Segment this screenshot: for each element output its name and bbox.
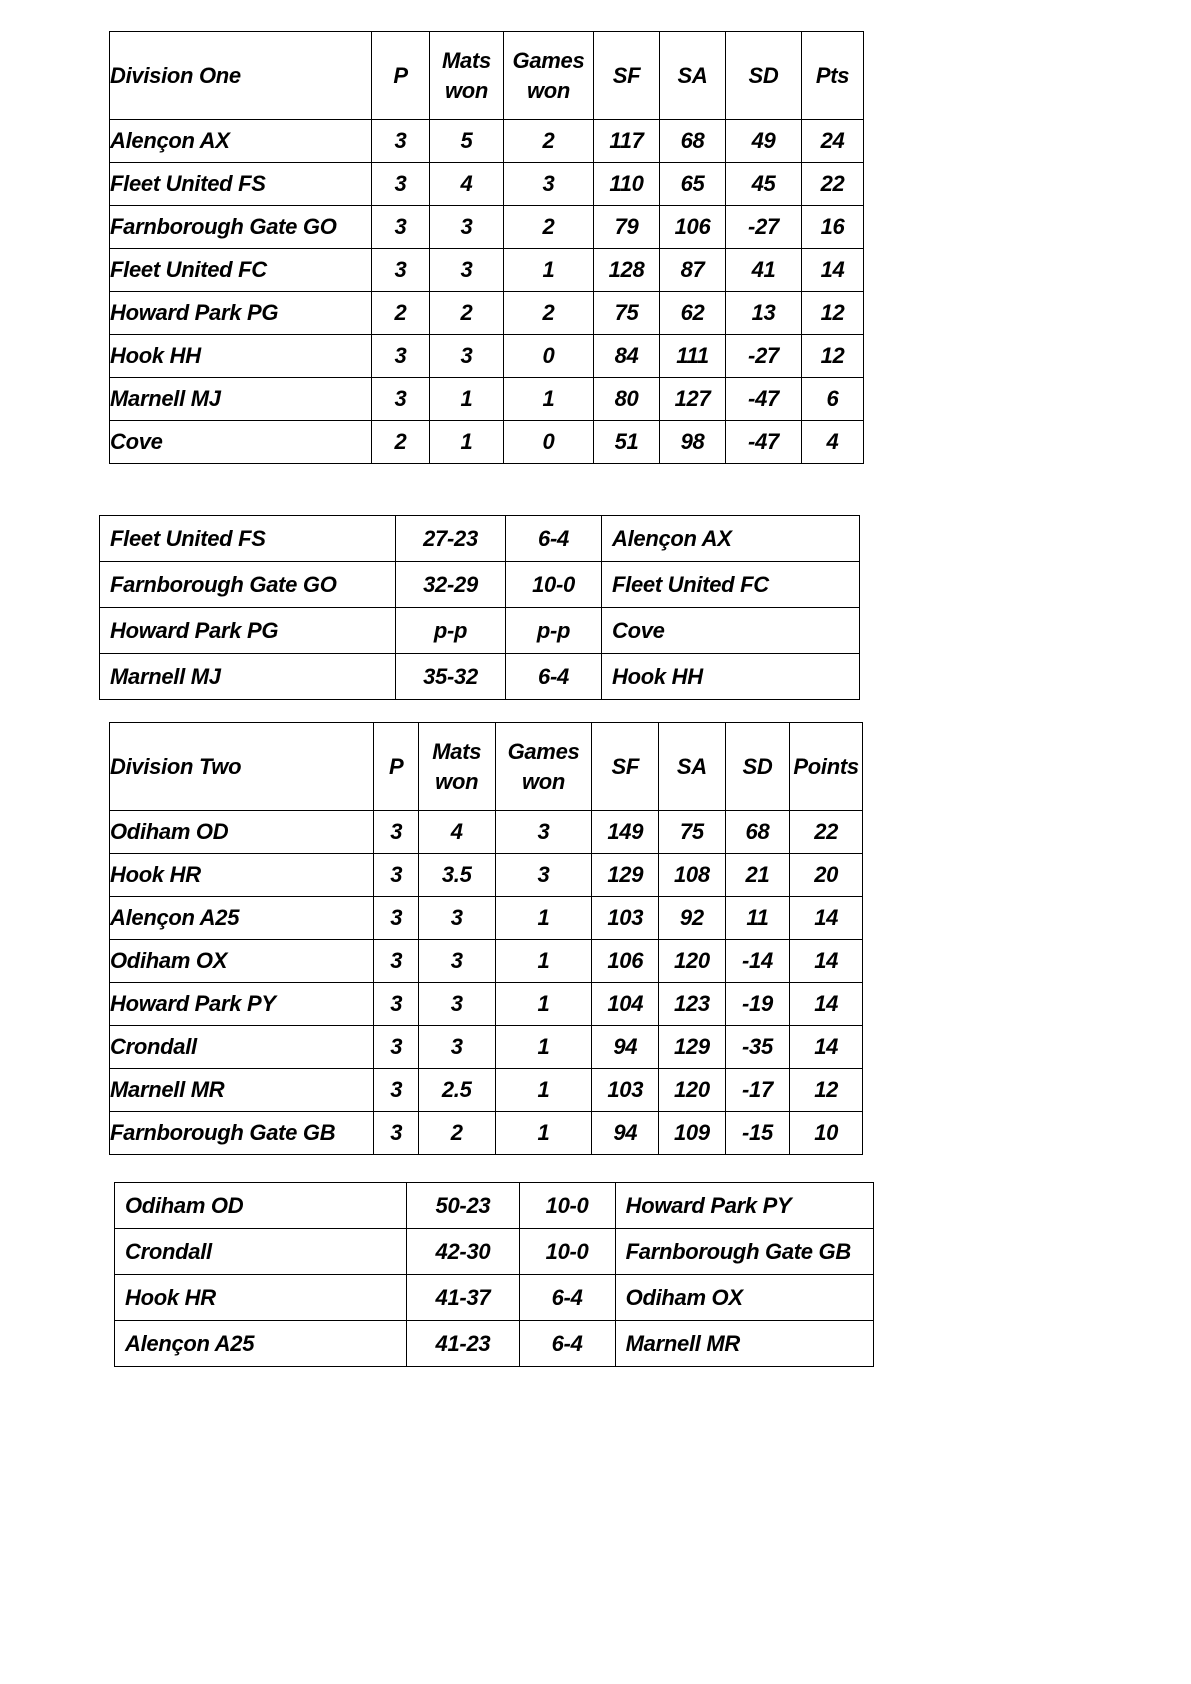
shots-score: 32-29 bbox=[396, 562, 506, 608]
sa-value: 120 bbox=[659, 1069, 726, 1112]
table-row bbox=[110, 378, 864, 421]
played-value: 3 bbox=[374, 811, 418, 854]
mats-won-value: 2 bbox=[430, 292, 504, 335]
mats-won-value: 3 bbox=[418, 897, 495, 940]
table-row bbox=[110, 335, 864, 378]
games-won-value: 0 bbox=[504, 421, 594, 464]
pts-value: 14 bbox=[802, 249, 864, 292]
games-won-value: 1 bbox=[495, 1112, 592, 1155]
shots-score: p-p bbox=[396, 608, 506, 654]
table-header-row bbox=[110, 723, 863, 811]
sa-value: 75 bbox=[659, 811, 726, 854]
column-header-sa: SA bbox=[660, 32, 726, 120]
sf-value: 128 bbox=[594, 249, 660, 292]
played-value: 3 bbox=[374, 940, 418, 983]
home-team: Marnell MJ bbox=[100, 654, 396, 700]
mats-won-value: 1 bbox=[430, 378, 504, 421]
away-team: Cove bbox=[602, 608, 860, 654]
result-row bbox=[115, 1229, 874, 1275]
team-name: Cove bbox=[110, 421, 372, 464]
played-value: 3 bbox=[372, 206, 430, 249]
table-row bbox=[110, 983, 863, 1026]
column-header-mats-won-line1: Mats bbox=[442, 48, 491, 74]
team-name: Marnell MJ bbox=[110, 378, 372, 421]
away-team: Hook HH bbox=[602, 654, 860, 700]
team-name: Hook HR bbox=[110, 854, 374, 897]
played-value: 3 bbox=[374, 983, 418, 1026]
mats-won-value: 4 bbox=[430, 163, 504, 206]
away-team: Farnborough Gate GB bbox=[615, 1229, 873, 1275]
played-value: 3 bbox=[372, 120, 430, 163]
games-score: 6-4 bbox=[506, 516, 602, 562]
column-header-sf: SF bbox=[592, 723, 659, 811]
column-header-points: Points bbox=[790, 723, 863, 811]
result-row bbox=[100, 654, 860, 700]
team-name: Hook HH bbox=[110, 335, 372, 378]
games-score: 10-0 bbox=[519, 1183, 615, 1229]
pts-value: 16 bbox=[802, 206, 864, 249]
played-value: 3 bbox=[374, 897, 418, 940]
team-name: Fleet United FC bbox=[110, 249, 372, 292]
shots-score: 35-32 bbox=[396, 654, 506, 700]
home-team: Farnborough Gate GO bbox=[100, 562, 396, 608]
column-header-mats-won-line2: won bbox=[444, 77, 489, 103]
table-row bbox=[110, 120, 864, 163]
sf-value: 75 bbox=[594, 292, 660, 335]
sa-value: 129 bbox=[659, 1026, 726, 1069]
sa-value: 127 bbox=[660, 378, 726, 421]
result-row bbox=[100, 516, 860, 562]
column-header-played: P bbox=[372, 32, 430, 120]
mats-won-value: 1 bbox=[430, 421, 504, 464]
played-value: 3 bbox=[374, 1069, 418, 1112]
result-row bbox=[100, 608, 860, 654]
mats-won-value: 3 bbox=[418, 1026, 495, 1069]
sf-value: 79 bbox=[594, 206, 660, 249]
games-won-value: 1 bbox=[504, 378, 594, 421]
result-row bbox=[115, 1183, 874, 1229]
pts-value: 12 bbox=[802, 335, 864, 378]
sf-value: 106 bbox=[592, 940, 659, 983]
sa-value: 92 bbox=[659, 897, 726, 940]
away-team: Odiham OX bbox=[615, 1275, 873, 1321]
team-name: Crondall bbox=[110, 1026, 374, 1069]
games-won-value: 3 bbox=[504, 163, 594, 206]
games-won-value: 1 bbox=[504, 249, 594, 292]
team-name: Fleet United FS bbox=[110, 163, 372, 206]
mats-won-value: 2.5 bbox=[418, 1069, 495, 1112]
pts-value: 6 bbox=[802, 378, 864, 421]
games-score: 10-0 bbox=[506, 562, 602, 608]
table-row bbox=[110, 292, 864, 335]
home-team: Fleet United FS bbox=[100, 516, 396, 562]
played-value: 2 bbox=[372, 292, 430, 335]
column-header-games-won-line2: won bbox=[521, 768, 566, 794]
away-team: Howard Park PY bbox=[615, 1183, 873, 1229]
games-won-value: 1 bbox=[495, 1069, 592, 1112]
division-two-results-block bbox=[114, 1182, 874, 1367]
games-won-value: 1 bbox=[495, 1026, 592, 1069]
sf-value: 94 bbox=[592, 1026, 659, 1069]
sa-value: 111 bbox=[660, 335, 726, 378]
table-row bbox=[110, 940, 863, 983]
team-name: Farnborough Gate GB bbox=[110, 1112, 374, 1155]
sd-value: 68 bbox=[725, 811, 790, 854]
points-value: 14 bbox=[790, 897, 863, 940]
pts-value: 22 bbox=[802, 163, 864, 206]
column-header-sa: SA bbox=[659, 723, 726, 811]
games-score: 6-4 bbox=[519, 1321, 615, 1367]
sf-value: 51 bbox=[594, 421, 660, 464]
shots-score: 41-23 bbox=[407, 1321, 519, 1367]
team-name: Odiham OX bbox=[110, 940, 374, 983]
column-header-division: Division Two bbox=[110, 723, 374, 811]
games-score: p-p bbox=[506, 608, 602, 654]
mats-won-value: 5 bbox=[430, 120, 504, 163]
division-two-standings-block bbox=[109, 722, 863, 1155]
sd-value: 13 bbox=[726, 292, 802, 335]
sd-value: -35 bbox=[725, 1026, 790, 1069]
column-header-games-won-line1: Games bbox=[507, 739, 580, 765]
column-header-sd: SD bbox=[726, 32, 802, 120]
team-name: Marnell MR bbox=[110, 1069, 374, 1112]
pts-value: 4 bbox=[802, 421, 864, 464]
sd-value: -19 bbox=[725, 983, 790, 1026]
points-value: 10 bbox=[790, 1112, 863, 1155]
sf-value: 110 bbox=[594, 163, 660, 206]
team-name: Alençon A25 bbox=[110, 897, 374, 940]
games-won-value: 0 bbox=[504, 335, 594, 378]
mats-won-value: 3 bbox=[418, 940, 495, 983]
column-header-mats-won bbox=[430, 32, 504, 120]
played-value: 3 bbox=[372, 249, 430, 292]
played-value: 3 bbox=[374, 1112, 418, 1155]
team-name: Howard Park PY bbox=[110, 983, 374, 1026]
mats-won-value: 2 bbox=[418, 1112, 495, 1155]
sd-value: -47 bbox=[726, 378, 802, 421]
sa-value: 123 bbox=[659, 983, 726, 1026]
sd-value: 21 bbox=[725, 854, 790, 897]
sa-value: 87 bbox=[660, 249, 726, 292]
sa-value: 120 bbox=[659, 940, 726, 983]
table-row bbox=[110, 1026, 863, 1069]
table-row bbox=[110, 421, 864, 464]
mats-won-value: 3 bbox=[430, 335, 504, 378]
away-team: Marnell MR bbox=[615, 1321, 873, 1367]
column-header-games-won-line1: Games bbox=[512, 48, 585, 74]
sf-value: 94 bbox=[592, 1112, 659, 1155]
team-name: Alençon AX bbox=[110, 120, 372, 163]
table-row bbox=[110, 854, 863, 897]
points-value: 20 bbox=[790, 854, 863, 897]
mats-won-value: 3 bbox=[430, 206, 504, 249]
games-won-value: 3 bbox=[495, 854, 592, 897]
home-team: Alençon A25 bbox=[115, 1321, 407, 1367]
sd-value: -27 bbox=[726, 206, 802, 249]
table-row bbox=[110, 163, 864, 206]
home-team: Crondall bbox=[115, 1229, 407, 1275]
sf-value: 129 bbox=[592, 854, 659, 897]
sf-value: 104 bbox=[592, 983, 659, 1026]
mats-won-value: 3 bbox=[418, 983, 495, 1026]
division-two-standings-table bbox=[109, 722, 863, 1155]
games-score: 6-4 bbox=[506, 654, 602, 700]
games-won-value: 3 bbox=[495, 811, 592, 854]
away-team: Alençon AX bbox=[602, 516, 860, 562]
games-score: 10-0 bbox=[519, 1229, 615, 1275]
sa-value: 68 bbox=[660, 120, 726, 163]
division-one-standings-block bbox=[109, 31, 864, 464]
mats-won-value: 4 bbox=[418, 811, 495, 854]
sa-value: 106 bbox=[660, 206, 726, 249]
points-value: 12 bbox=[790, 1069, 863, 1112]
column-header-games-won bbox=[504, 32, 594, 120]
column-header-mats-won-line1: Mats bbox=[432, 739, 482, 765]
played-value: 3 bbox=[372, 378, 430, 421]
games-won-value: 1 bbox=[495, 983, 592, 1026]
column-header-mats-won bbox=[418, 723, 495, 811]
home-team: Hook HR bbox=[115, 1275, 407, 1321]
column-header-games-won bbox=[495, 723, 592, 811]
result-row bbox=[115, 1275, 874, 1321]
table-header-row bbox=[110, 32, 864, 120]
column-header-sf: SF bbox=[594, 32, 660, 120]
column-header-played: P bbox=[374, 723, 418, 811]
pts-value: 12 bbox=[802, 292, 864, 335]
division-one-standings-table bbox=[109, 31, 864, 464]
games-won-value: 2 bbox=[504, 292, 594, 335]
sd-value: -47 bbox=[726, 421, 802, 464]
column-header-sd: SD bbox=[725, 723, 790, 811]
result-row bbox=[115, 1321, 874, 1367]
team-name: Farnborough Gate GO bbox=[110, 206, 372, 249]
column-header-division: Division One bbox=[110, 32, 372, 120]
table-row bbox=[110, 897, 863, 940]
mats-won-value: 3 bbox=[430, 249, 504, 292]
sf-value: 103 bbox=[592, 1069, 659, 1112]
sa-value: 62 bbox=[660, 292, 726, 335]
sa-value: 98 bbox=[660, 421, 726, 464]
played-value: 3 bbox=[374, 1026, 418, 1069]
column-header-mats-won-line2: won bbox=[435, 768, 479, 794]
team-name: Odiham OD bbox=[110, 811, 374, 854]
sa-value: 65 bbox=[660, 163, 726, 206]
sf-value: 84 bbox=[594, 335, 660, 378]
pts-value: 24 bbox=[802, 120, 864, 163]
played-value: 2 bbox=[372, 421, 430, 464]
sf-value: 80 bbox=[594, 378, 660, 421]
played-value: 3 bbox=[372, 335, 430, 378]
shots-score: 42-30 bbox=[407, 1229, 519, 1275]
games-won-value: 2 bbox=[504, 206, 594, 249]
mats-won-value: 3.5 bbox=[418, 854, 495, 897]
sd-value: 49 bbox=[726, 120, 802, 163]
home-team: Odiham OD bbox=[115, 1183, 407, 1229]
sd-value: 11 bbox=[725, 897, 790, 940]
points-value: 14 bbox=[790, 983, 863, 1026]
games-score: 6-4 bbox=[519, 1275, 615, 1321]
games-won-value: 2 bbox=[504, 120, 594, 163]
sa-value: 109 bbox=[659, 1112, 726, 1155]
sd-value: 41 bbox=[726, 249, 802, 292]
division-two-results-table bbox=[114, 1182, 874, 1367]
played-value: 3 bbox=[372, 163, 430, 206]
table-row bbox=[110, 1112, 863, 1155]
away-team: Fleet United FC bbox=[602, 562, 860, 608]
table-row bbox=[110, 206, 864, 249]
points-value: 14 bbox=[790, 1026, 863, 1069]
team-name: Howard Park PG bbox=[110, 292, 372, 335]
shots-score: 27-23 bbox=[396, 516, 506, 562]
column-header-games-won-line2: won bbox=[526, 77, 571, 103]
shots-score: 50-23 bbox=[407, 1183, 519, 1229]
table-row bbox=[110, 1069, 863, 1112]
result-row bbox=[100, 562, 860, 608]
sf-value: 103 bbox=[592, 897, 659, 940]
sa-value: 108 bbox=[659, 854, 726, 897]
sd-value: -27 bbox=[726, 335, 802, 378]
sf-value: 117 bbox=[594, 120, 660, 163]
division-one-results-table bbox=[99, 515, 860, 700]
games-won-value: 1 bbox=[495, 940, 592, 983]
sd-value: 45 bbox=[726, 163, 802, 206]
games-won-value: 1 bbox=[495, 897, 592, 940]
points-value: 14 bbox=[790, 940, 863, 983]
sd-value: -15 bbox=[725, 1112, 790, 1155]
sd-value: -17 bbox=[725, 1069, 790, 1112]
division-one-results-block bbox=[99, 515, 860, 700]
table-row bbox=[110, 811, 863, 854]
shots-score: 41-37 bbox=[407, 1275, 519, 1321]
column-header-pts: Pts bbox=[802, 32, 864, 120]
table-row bbox=[110, 249, 864, 292]
points-value: 22 bbox=[790, 811, 863, 854]
sd-value: -14 bbox=[725, 940, 790, 983]
sf-value: 149 bbox=[592, 811, 659, 854]
home-team: Howard Park PG bbox=[100, 608, 396, 654]
played-value: 3 bbox=[374, 854, 418, 897]
